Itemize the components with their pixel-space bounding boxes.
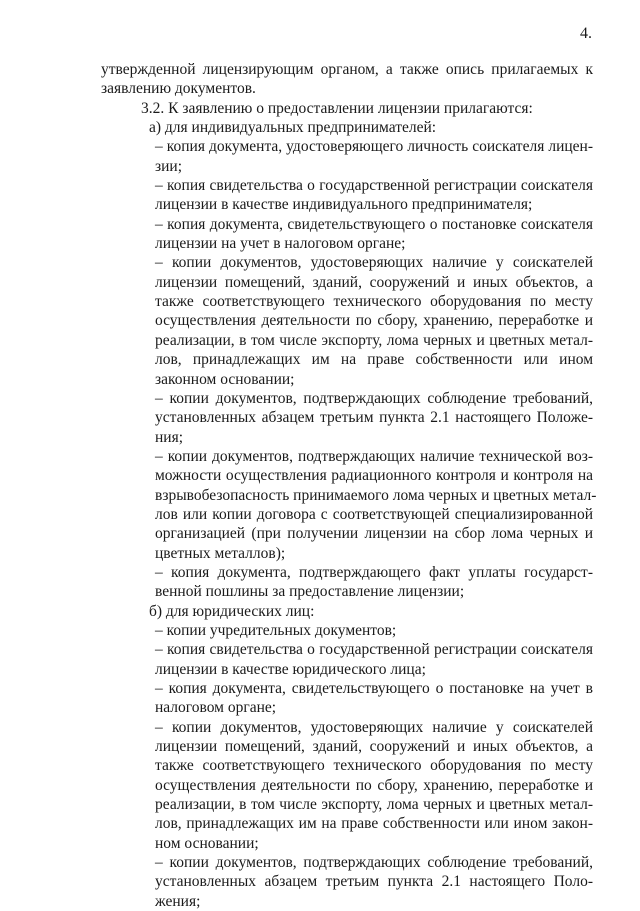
list-item: лов или копии договора с соответствующей специализированной [155, 505, 593, 523]
list-item: – копии документов, удостоверяющих наличие у соискателей [155, 718, 593, 736]
list-item: – копии учредительных документов; [155, 621, 397, 639]
list-item: цветных металлов); [155, 544, 286, 562]
list-item: ном основании; [155, 834, 259, 852]
list-item: – копия документа, свидетельствующего о постановке на учет в [155, 680, 593, 697]
list-item: – копия свидетельства о государственной регистрации соискателя [155, 177, 593, 195]
list-item: осуществления деятельности по сбору, хранению, переработке и [155, 776, 593, 794]
list-item: можности осуществления радиационного контроля и контроля на [155, 467, 593, 485]
list-item: реализации, в том числе экспорту, лома черных и цветных метал- [155, 331, 593, 349]
list-item: зии; [155, 157, 183, 175]
list-item: лицензии в качестве юридического лица; [155, 660, 426, 678]
list-item: организацией (при получении лицензии на сбор лома черных и [155, 525, 593, 543]
list-item: лицензии помещений, зданий, сооружений и иных объектов, а [155, 273, 593, 291]
list-item: – копии документов, подтверждающих соблюдение требований, [155, 854, 593, 872]
document-body [101, 60, 597, 911]
text-line: утвержденной лицензирующим органом, а также опись прилагаемых к [101, 61, 593, 78]
subsection-heading: б) для юридических лиц: [149, 602, 315, 620]
list-item: – копии документов, подтверждающих соблюдение требований, [155, 389, 593, 407]
list-item: лов, принадлежащих им на праве собственности или ином [155, 351, 593, 369]
text-line: заявлению документов. [101, 80, 256, 98]
list-item: взрывобезопасность принимаемого лома черных и цветных метал- [155, 486, 597, 504]
list-item: лицензии помещений, зданий, сооружений и иных объектов, а [155, 738, 593, 756]
list-item: также соответствующего технического оборудования по месту [155, 757, 593, 775]
section-heading: 3.2. К заявлению о предоставлении лицензии прилагаются: [141, 99, 533, 117]
list-item: – копии документов, подтверждающих наличие технической воз- [155, 447, 593, 465]
list-item: жения; [155, 892, 201, 910]
list-item: установленных абзацем третьим пункта 2.1 настоящего Положе- [155, 409, 593, 427]
list-item: лов, принадлежащих им на праве собственности или ином закон- [155, 815, 593, 833]
list-item: – копия документа, подтверждающего факт уплаты государст- [155, 563, 593, 581]
list-item: установленных абзацем третьим пункта 2.1 настоящего Поло- [155, 873, 593, 891]
list-item: – копия документа, свидетельствующего о постановке соискателя [155, 215, 593, 233]
list-item: – копии документов, удостоверяющих наличие у соискателей [155, 254, 593, 272]
list-item: – копия свидетельства о государственной регистрации соискателя [155, 641, 593, 659]
list-item: реализации, в том числе экспорту, лома черных и цветных метал- [155, 796, 593, 814]
list-item: венной пошлины за предоставление лицензии; [155, 583, 465, 601]
list-item: – копия документа, удостоверяющего личность соискателя лицен- [155, 138, 593, 156]
subsection-heading: а) для индивидуальных предпринимателей: [149, 119, 437, 137]
list-item: также соответствующего технического оборудования по месту [155, 293, 593, 311]
list-item: осуществления деятельности по сбору, хранению, переработке и [155, 312, 593, 330]
list-item: лицензии в качестве индивидуального предпринимателя; [155, 196, 533, 214]
list-item: законном основании; [155, 370, 295, 388]
list-item: налоговом органе; [155, 699, 277, 717]
page-number: 4. [580, 25, 592, 42]
list-item: ния; [155, 428, 184, 446]
list-item: лицензии на учет в налоговом органе; [155, 235, 406, 253]
